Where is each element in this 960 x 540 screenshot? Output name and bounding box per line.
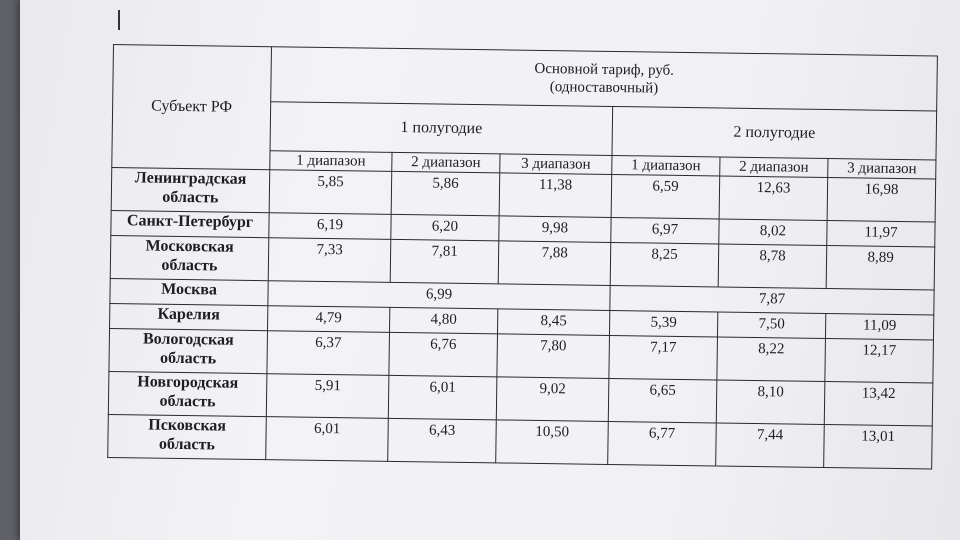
value-cell: 7,50 (717, 312, 825, 339)
value-cell: 7,88 (498, 241, 611, 286)
value-cell: 4,79 (268, 306, 390, 333)
value-cell: 6,20 (391, 214, 499, 241)
value-cell: 11,97 (827, 220, 935, 247)
value-cell: 9,02 (496, 377, 609, 422)
region-cell: Вологодская область (109, 328, 268, 373)
value-cell: 6,01 (266, 417, 389, 462)
value-cell: 12,63 (719, 176, 828, 221)
merged-value-cell: 6,99 (268, 281, 610, 311)
value-cell: 6,43 (388, 418, 497, 463)
value-cell: 8,25 (610, 242, 719, 287)
text-cursor (118, 10, 120, 30)
region-cell: Санкт-Петербург (111, 210, 269, 237)
range-header: 1 диапазон (612, 155, 720, 176)
value-cell: 5,39 (609, 310, 717, 337)
half-year-1-header: 1 полугодие (270, 102, 613, 156)
tariff-header-title: Основной тариф, руб. (534, 60, 675, 79)
range-header: 2 диапазон (720, 157, 828, 178)
value-cell: 7,17 (609, 335, 718, 380)
value-cell: 5,91 (266, 374, 389, 419)
tariff-table-container (107, 44, 938, 469)
range-header: 3 диапазон (500, 154, 612, 175)
value-cell: 7,81 (390, 239, 499, 284)
region-cell: Новгородская область (108, 371, 267, 416)
value-cell: 6,37 (267, 331, 390, 376)
value-cell: 10,50 (496, 420, 609, 465)
value-cell: 7,33 (268, 238, 391, 283)
range-header: 3 диапазон (828, 158, 936, 179)
value-cell: 13,01 (824, 424, 933, 469)
value-cell: 8,10 (716, 380, 825, 425)
subject-header: Субъект РФ (112, 45, 272, 170)
value-cell: 6,59 (611, 174, 720, 219)
tariff-table (107, 44, 938, 469)
region-cell: Ленинградская область (111, 167, 270, 212)
value-cell: 6,76 (389, 332, 498, 377)
value-cell: 13,42 (824, 381, 933, 426)
value-cell: 5,85 (269, 170, 392, 215)
value-cell: 8,22 (717, 337, 826, 382)
value-cell: 8,02 (719, 219, 827, 246)
tariff-header (271, 47, 938, 111)
value-cell: 8,89 (826, 245, 935, 290)
range-header: 1 диапазон (270, 151, 392, 172)
value-cell: 4,80 (390, 307, 498, 334)
merged-value-cell: 7,87 (610, 285, 934, 315)
value-cell: 9,98 (499, 216, 611, 243)
value-cell: 11,38 (499, 173, 612, 218)
value-cell: 12,17 (825, 338, 934, 383)
value-cell: 7,44 (716, 423, 825, 468)
region-cell: Карелия (110, 303, 268, 330)
value-cell: 6,01 (388, 375, 497, 420)
tariff-header-subtitle: (одноставочный) (549, 79, 659, 97)
half-year-2-header: 2 полугодие (612, 106, 937, 160)
region-cell: Московская область (110, 235, 269, 280)
region-cell: Псковская область (108, 414, 267, 459)
value-cell: 8,78 (718, 244, 827, 289)
value-cell: 16,98 (827, 177, 936, 222)
value-cell: 6,19 (269, 213, 391, 240)
value-cell: 6,77 (608, 421, 717, 466)
value-cell: 11,09 (825, 313, 933, 340)
region-cell: Москва (110, 278, 268, 305)
range-header: 2 диапазон (392, 152, 500, 173)
document-page (20, 0, 960, 540)
value-cell: 6,97 (611, 217, 719, 244)
value-cell: 6,65 (608, 378, 717, 423)
value-cell: 8,45 (497, 309, 609, 336)
value-cell: 7,80 (497, 334, 610, 379)
value-cell: 5,86 (391, 171, 500, 216)
